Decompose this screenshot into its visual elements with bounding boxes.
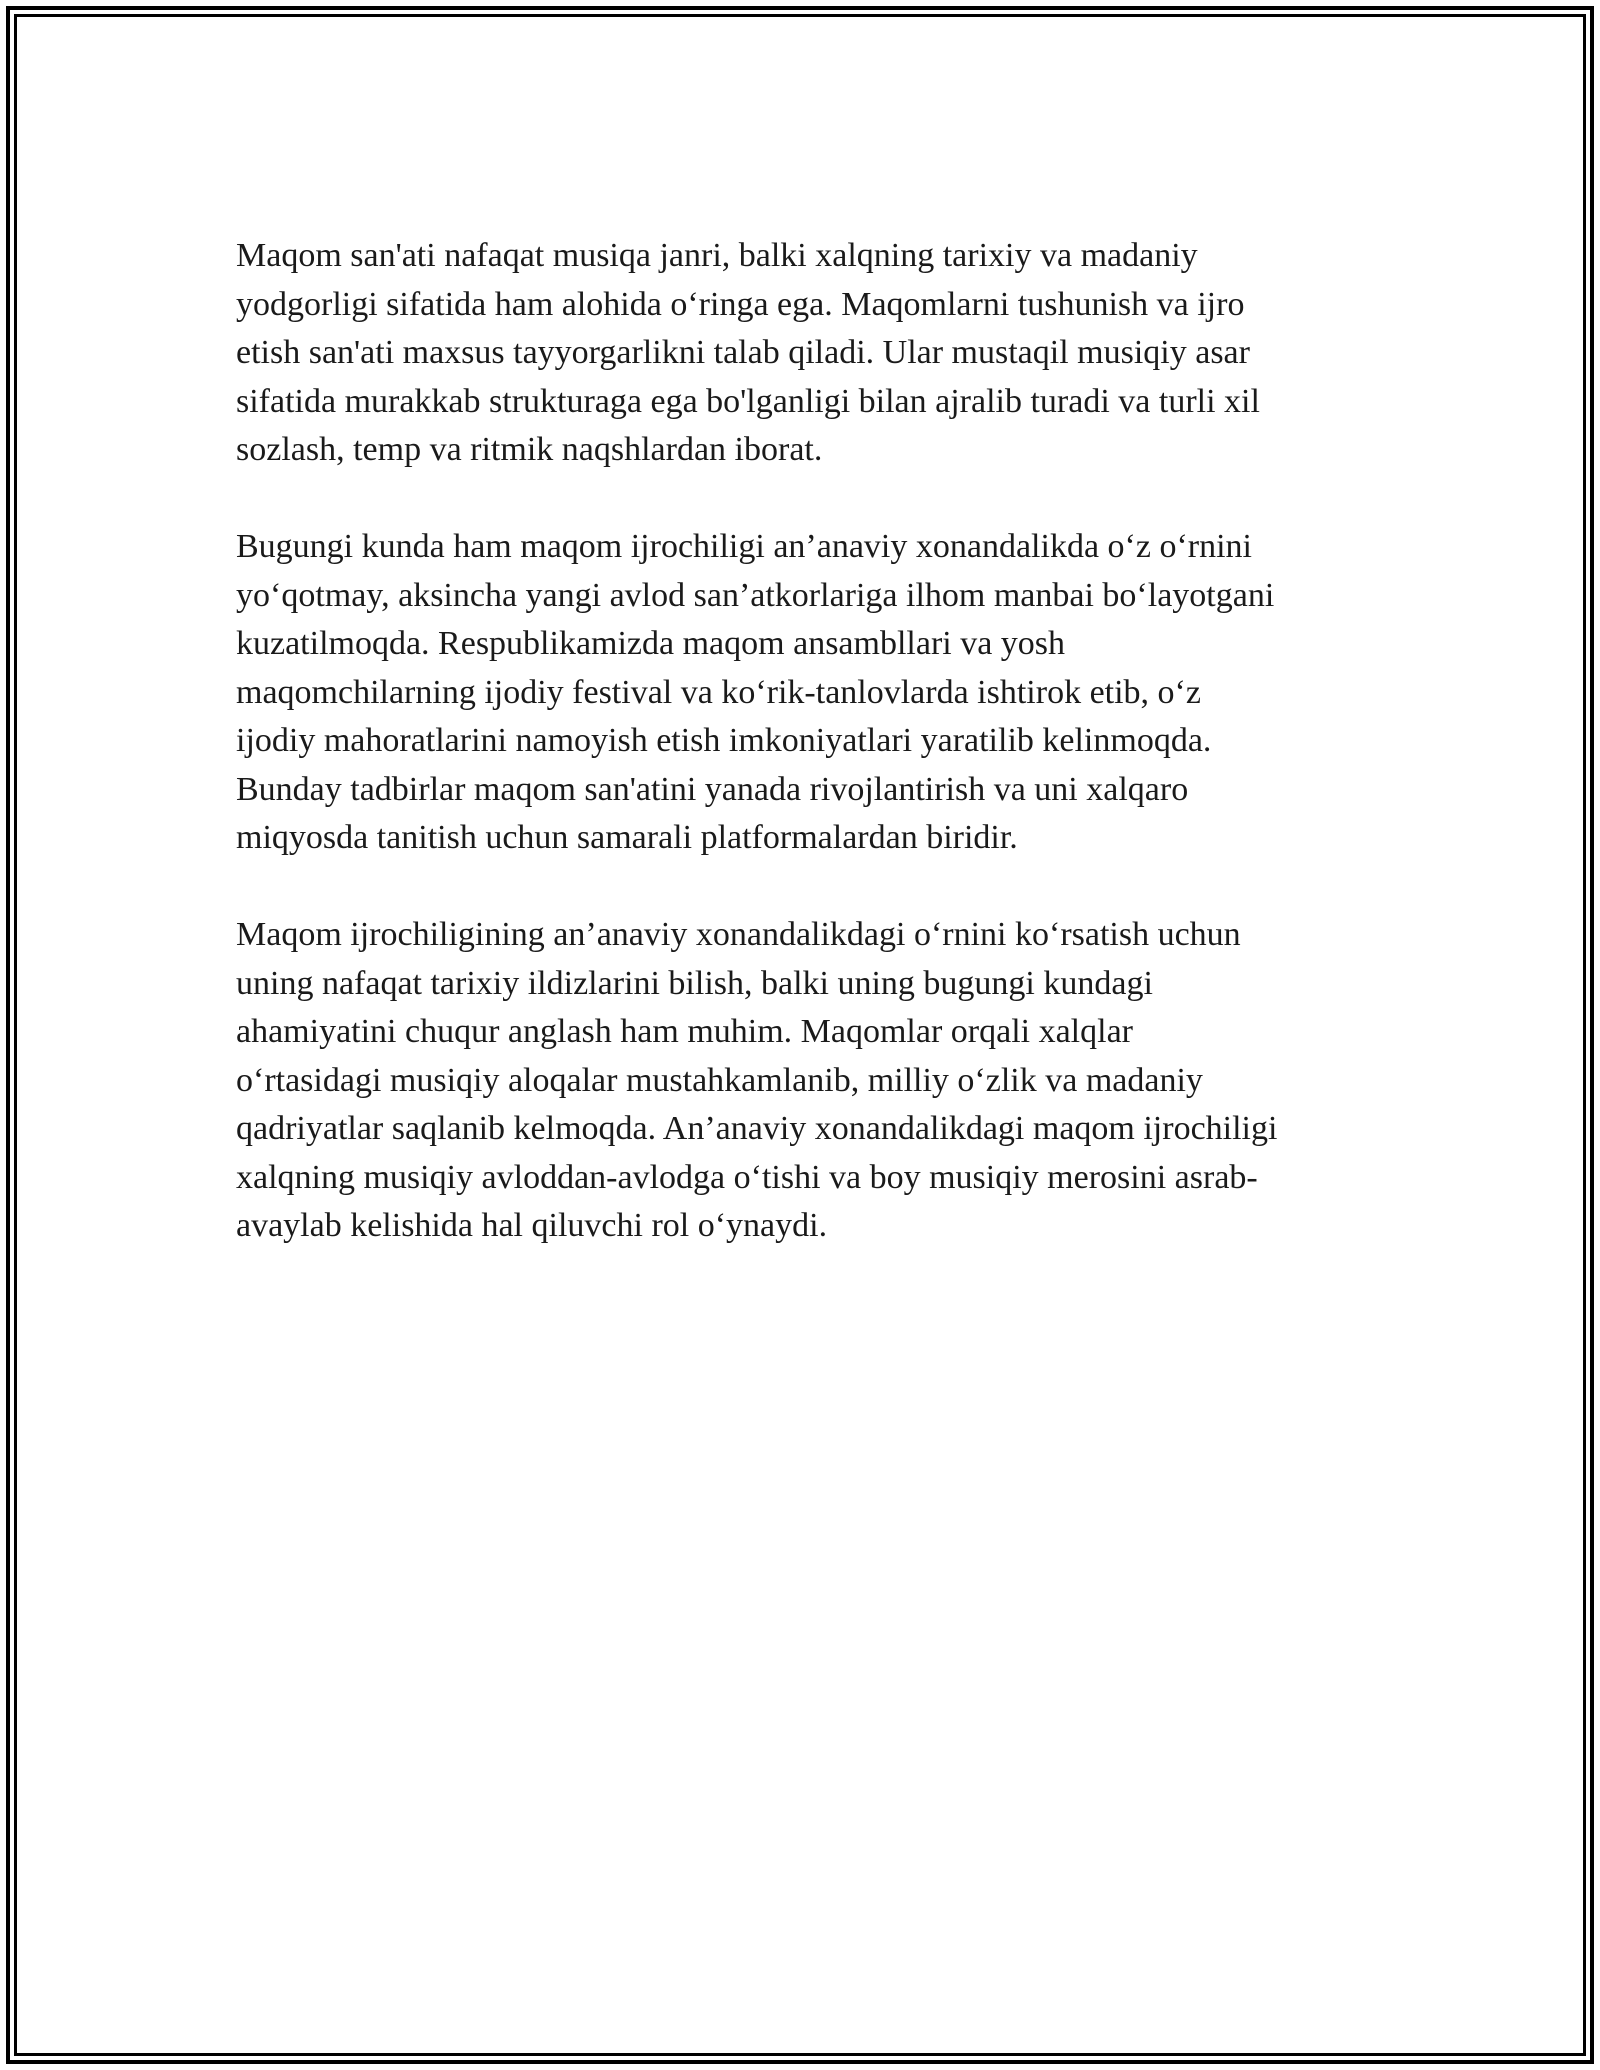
text-line: ahamiyatini chuqur anglash ham muhim. Maqomlar orqali xalqlar: [236, 1013, 1133, 1050]
text-line: kuzatilmoqda. Respublikamizda maqom ansambllari va yosh: [236, 625, 1066, 662]
paragraph-3: [236, 911, 1376, 1251]
text-line: o‘rtasidagi musiqiy aloqalar mustahkamlanib, milliy o‘zlik va madaniy: [236, 1061, 1203, 1099]
text-line: uning nafaqat tarixiy ildizlarini bilish, balki uning bugungi kundagi: [236, 964, 1153, 1002]
text-line: Bugungi kunda ham maqom ijrochiligi an’anaviy xonandalikda o‘z o‘rnini: [236, 528, 1252, 565]
text-line: maqomchilarning ijodiy festival va ko‘rik-tanlovlarda ishtirok etib, o‘z: [236, 673, 1201, 711]
text-line: etish san'ati maxsus tayyorgarlikni talab qiladi. Ular mustaqil musiqiy asar: [236, 334, 1250, 371]
text-line: sozlash, temp va ritmik naqshlardan iborat.: [236, 431, 823, 468]
text-line: Maqom san'ati nafaqat musiqa janri, balki xalqning tarixiy va madaniy: [236, 237, 1198, 274]
text-line: xalqning musiqiy avloddan-avlodga o‘tishi va boy musiqiy merosini asrab-: [236, 1158, 1258, 1196]
text-line: yo‘qotmay, aksincha yangi avlod san’atkorlariga ilhom manbai bo‘layotgani: [236, 576, 1275, 614]
text-line: sifatida murakkab strukturaga ega bo'lganligi bilan ajralib turadi va turli xil: [236, 382, 1260, 420]
text-line: qadriyatlar saqlanib kelmoqda. An’anaviy xonandalikdagi maqom ijrochiligi: [236, 1110, 1278, 1147]
text-line: ijodiy mahoratlarini namoyish etish imkoniyatlari yaratilib kelinmoqda.: [236, 722, 1212, 759]
paragraph-1: [236, 232, 1376, 475]
text-line: yodgorligi sifatida ham alohida o‘ringa ega. Maqomlarni tushunish va ijro: [236, 285, 1245, 323]
text-line: miqyosda tanitish uchun samarali platformalardan biridir.: [236, 819, 1018, 856]
document-body: [236, 232, 1376, 1299]
paragraph-2: [236, 523, 1376, 863]
text-line: avaylab kelishida hal qiluvchi rol o‘ynaydi.: [236, 1207, 828, 1244]
text-line: Maqom ijrochiligining an’anaviy xonandalikdagi o‘rnini ko‘rsatish uchun: [236, 916, 1241, 953]
text-line: Bunday tadbirlar maqom san'atini yanada rivojlantirish va uni xalqaro: [236, 770, 1189, 808]
